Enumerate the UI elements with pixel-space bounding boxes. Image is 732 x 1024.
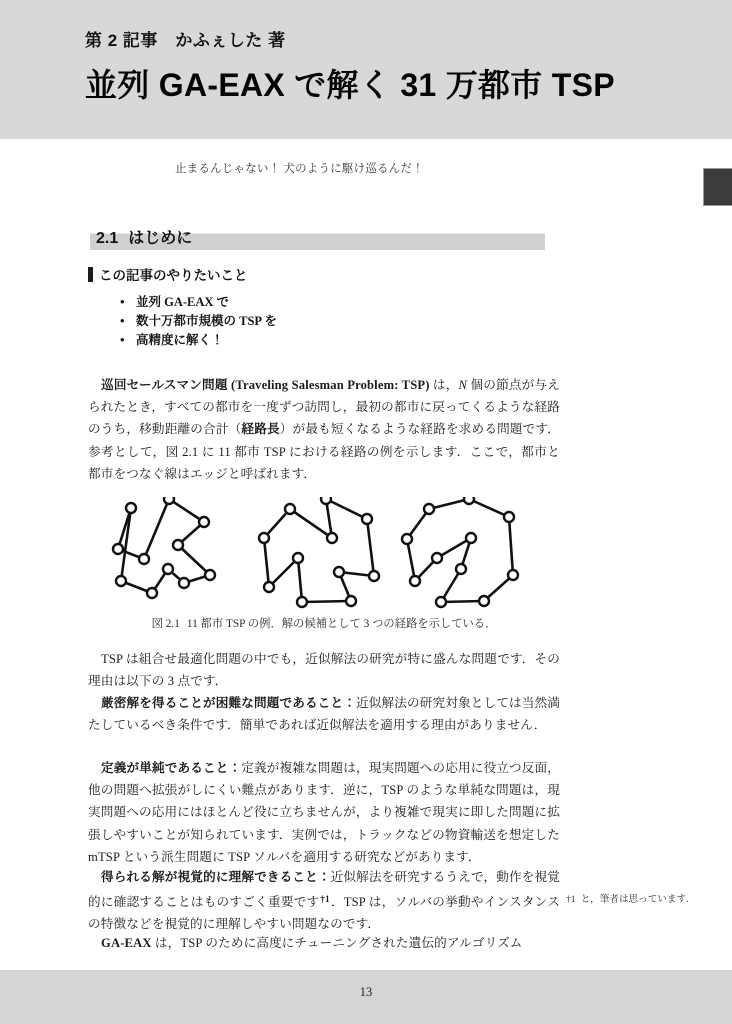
tsp-city-node	[205, 570, 215, 580]
tsp-city-node	[116, 576, 126, 586]
paragraph-2	[88, 648, 560, 692]
tsp-city-node	[466, 533, 476, 543]
paragraph-6-block	[88, 932, 560, 954]
paragraph-1	[88, 374, 560, 485]
figure-caption-text: 11 都市 TSP の例．解の候補として 3 つの経路を示している．	[186, 618, 497, 630]
tsp-tour-1	[113, 497, 215, 598]
banner-inner	[85, 30, 705, 105]
ga-eax-term: GA-EAX	[101, 936, 152, 950]
paragraph-1-block	[88, 374, 560, 485]
margin-footnote-mark: †1	[566, 894, 576, 905]
tsp-city-node	[179, 578, 189, 588]
page-folio: 13	[359, 985, 373, 999]
epigraph: 止まるんじゃない！ 犬のように駆け巡るんだ！	[175, 163, 424, 175]
tsp-city-node	[327, 533, 337, 543]
paragraph-5	[88, 866, 560, 936]
subsection-bar-icon	[88, 267, 93, 282]
tsp-city-node	[504, 512, 514, 522]
tsp-city-node	[369, 571, 379, 581]
list-item: • 並列 GA-EAX で	[120, 293, 520, 312]
section-number: 2.1	[96, 230, 119, 247]
paragraph-3	[88, 692, 560, 736]
tsp-tour-3	[402, 497, 518, 607]
p1-rest-2: 個の節点が与えられたとき，すべての都市を一度ずつ訪問し，最初の都市に戻ってくるような経路のうち，移動距離の合計（	[88, 378, 560, 437]
tsp-city-node	[410, 576, 420, 586]
tsp-city-node	[126, 503, 136, 513]
tsp-city-node	[432, 553, 442, 563]
tsp-edge	[169, 499, 204, 522]
paragraph-6	[88, 932, 560, 954]
tsp-edge	[178, 545, 210, 575]
reason-1-label: 厳密解を得ることが困難な問題であること：	[101, 696, 357, 710]
paragraph-2-text: TSP は組合せ最適化問題の中でも，近似解法の研究が特に盛んな問題です．その理由は以下の 3 点です．	[88, 652, 560, 689]
tsp-edge	[290, 509, 332, 538]
p1-variable-n: N	[458, 378, 468, 392]
tsp-term: 巡回セールスマン問題 (Traveling Salesman Problem: TSP)	[101, 378, 430, 392]
figure-number: 図 2.1	[151, 618, 180, 630]
tsp-edge	[367, 519, 374, 576]
tsp-city-node	[293, 553, 303, 563]
tsp-city-node	[346, 596, 356, 606]
paragraph-4-block	[88, 757, 560, 868]
tsp-edge	[469, 499, 509, 517]
tsp-city-node	[424, 504, 434, 514]
tsp-city-node	[456, 564, 466, 574]
tsp-edge	[326, 499, 367, 519]
tsp-city-node	[479, 596, 489, 606]
tsp-city-node	[362, 514, 372, 524]
tsp-city-node	[508, 570, 518, 580]
article-label: 第 2 記事 かふぇした 著	[85, 31, 286, 50]
figure-caption	[88, 615, 560, 631]
tsp-tours-group	[113, 497, 518, 607]
tsp-city-node	[164, 497, 174, 504]
paragraph-4	[88, 757, 560, 868]
tsp-city-node	[199, 517, 209, 527]
margin-footnote-text: と，筆者は思っています.	[580, 894, 689, 905]
paragraph-3-block	[88, 692, 560, 736]
tsp-edge	[121, 508, 131, 581]
subsection-heading	[88, 264, 248, 284]
paragraph-4-text: 定義が複雑な問題は，現実問題への応用に役立つ反面，他の問題へ拡張がしにくい難点があります．逆に，TSP のような単純な問題は，現実問題への応用にはほとんど役に立ちませんが，より複雑で現実に即した問題に拡張しやすいことが知られています．実例では，トラックなどの物資輸送を想定した mTSP という派生問題に TSP ソルバを適用する研究などがあります．	[88, 761, 561, 864]
tsp-city-node	[334, 567, 344, 577]
tsp-city-node	[285, 504, 295, 514]
goal-list	[120, 293, 520, 350]
tsp-edge	[441, 601, 484, 602]
margin-footnote	[566, 893, 726, 907]
paragraph-5-text-2: ．TSP は，ソルバの挙動やインスタンスの特徴などを視覚的に理解しやすい問題なのです．	[88, 895, 560, 932]
tsp-edge	[144, 499, 169, 559]
p1-rest-3: ）が最も短くなるような経路を求める問題です．参考として，図 2.1 に 11 都市 TSP における経路の例を示します．ここで，都市と都市をつなぐ線はエッジと呼ばれます．	[88, 422, 560, 481]
chapter-banner	[0, 0, 732, 139]
tsp-city-node	[321, 497, 331, 504]
tsp-edge	[298, 558, 302, 602]
paragraph-5-text-1: 近似解法を研究するうえで，動作を視覚的に確認することはものすごく重要です	[88, 870, 560, 910]
section-title: はじめに	[128, 230, 193, 247]
tsp-city-node	[464, 497, 474, 504]
paragraph-3-text: 近似解法の研究対象としては当然満たしているべき条件です．簡単であれば近似解法を適用する理由がありません．	[88, 696, 561, 733]
tsp-city-node	[259, 533, 269, 543]
tsp-tour-2	[259, 497, 379, 607]
tsp-city-node	[264, 582, 274, 592]
tsp-city-node	[147, 588, 157, 598]
tsp-city-node	[113, 544, 123, 554]
thumb-index-tab	[703, 168, 732, 206]
paragraph-5-block	[88, 866, 560, 936]
figure-2-1	[88, 497, 560, 631]
tsp-edge	[302, 601, 351, 602]
tour-length-term: 経路長	[241, 422, 280, 437]
page-title: 並列 GA-EAX で解く 31 万都市 TSP	[85, 67, 615, 104]
list-item: • 数十万都市規模の TSP を	[120, 312, 520, 331]
tsp-city-node	[173, 540, 183, 550]
reason-2-label: 定義が単純であること：	[101, 761, 242, 775]
section-heading	[90, 228, 545, 250]
tsp-city-node	[163, 564, 173, 574]
tsp-city-node	[402, 534, 412, 544]
list-item: • 高精度に解く！	[120, 331, 520, 350]
tsp-edge	[509, 517, 513, 575]
footnote-marker: †1	[320, 894, 330, 905]
section-heading-text	[96, 225, 192, 248]
reason-3-label: 得られる解が視覚的に理解できること：	[101, 870, 331, 884]
p1-rest-1: は，	[429, 378, 459, 392]
tsp-tours-svg	[104, 497, 544, 609]
tsp-city-node	[139, 554, 149, 564]
paragraph-2-block	[88, 648, 560, 692]
tsp-city-node	[436, 597, 446, 607]
tsp-edge	[264, 538, 269, 587]
tsp-city-node	[297, 597, 307, 607]
subsection-title: この記事のやりたいこと	[99, 268, 248, 283]
tsp-edge	[407, 539, 415, 581]
paragraph-6-text: は，TSP のために高度にチューニングされた遺伝的アルゴリズム	[151, 936, 523, 950]
